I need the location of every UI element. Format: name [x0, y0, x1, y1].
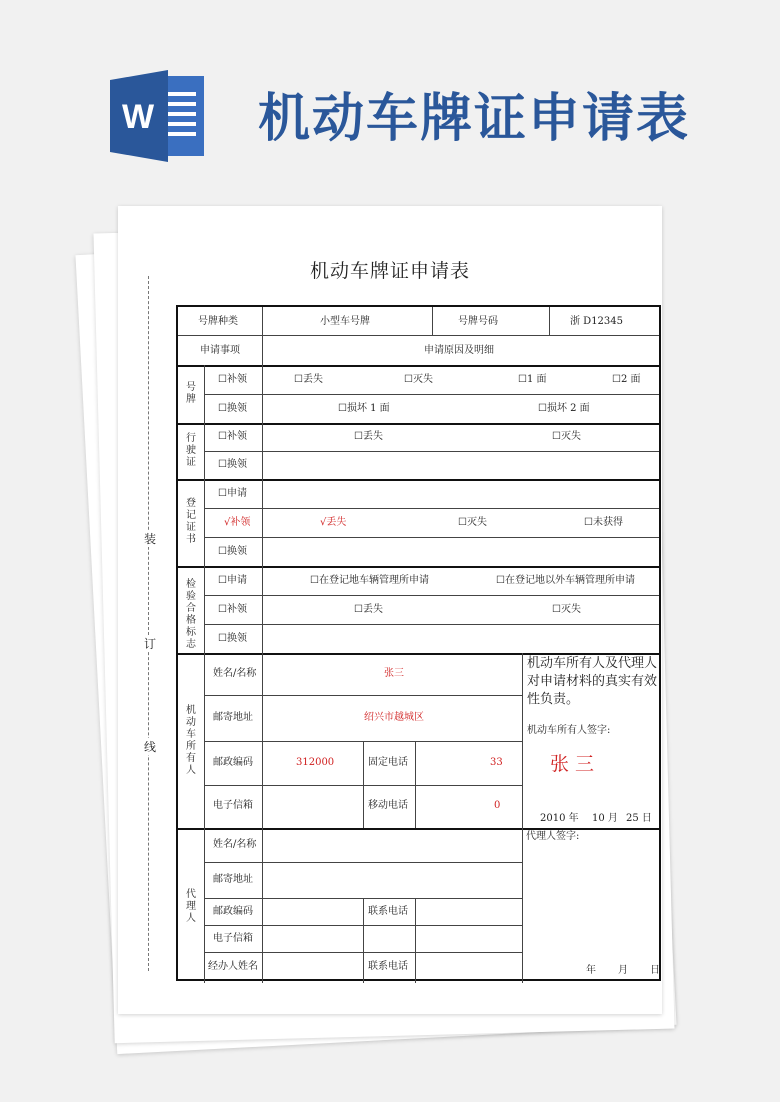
inspection-reissue-checkbox[interactable]: ☐补领	[218, 604, 247, 615]
col-line	[522, 653, 523, 983]
col-line	[415, 741, 416, 828]
row-line	[204, 537, 659, 538]
owner-date-year: 2010 年	[540, 813, 579, 824]
owner-address-label: 邮寄地址	[213, 712, 253, 723]
logo-letter: W	[121, 98, 155, 136]
row-line	[178, 566, 659, 568]
section-inspection-title: 检验合格标志	[186, 579, 196, 650]
row-line	[204, 624, 659, 625]
section-registration-title: 登记证书	[186, 498, 196, 545]
registration-apply-checkbox[interactable]: ☐申请	[218, 488, 247, 499]
section-plate-title: 号牌	[186, 382, 196, 405]
owner-postcode-value[interactable]: 312000	[296, 757, 335, 768]
registration-lost-checkbox[interactable]: √丢失	[320, 517, 347, 528]
registration-reissue-checkbox[interactable]: √补领	[224, 517, 251, 528]
col-line	[363, 898, 364, 983]
row-line	[178, 479, 659, 481]
binding-char-2: 订	[143, 637, 156, 651]
license-destroyed-checkbox[interactable]: ☐灭失	[552, 431, 581, 442]
row-line	[178, 423, 659, 425]
plate-damaged-two-checkbox[interactable]: ☐损坏 2 面	[538, 403, 590, 414]
owner-sign-label: 机动车所有人签字:	[527, 725, 611, 736]
binding-char-3: 线	[143, 740, 156, 754]
registration-replace-checkbox[interactable]: ☐换领	[218, 546, 247, 557]
registration-destroyed-checkbox[interactable]: ☐灭失	[458, 517, 487, 528]
plate-lost-checkbox[interactable]: ☐丢失	[294, 374, 323, 385]
owner-mobile-value[interactable]: 0	[494, 800, 501, 811]
section-agent-title: 代理人	[186, 889, 196, 924]
owner-landline-label: 固定电话	[368, 757, 408, 768]
row-line	[204, 394, 659, 395]
plate-number-label: 号牌号码	[458, 316, 498, 327]
binding-char-1: 装	[143, 532, 156, 546]
plate-damaged-one-checkbox[interactable]: ☐损坏 1 面	[338, 403, 390, 414]
license-lost-checkbox[interactable]: ☐丢失	[354, 431, 383, 442]
agent-address-label: 邮寄地址	[213, 874, 253, 885]
agent-date-day: 日	[650, 965, 660, 976]
license-replace-checkbox[interactable]: ☐换领	[218, 459, 247, 470]
agent-date-year: 年	[586, 965, 596, 976]
owner-email-label: 电子信箱	[213, 800, 253, 811]
row-line	[204, 595, 659, 596]
plate-type-value: 小型车号牌	[320, 316, 370, 327]
row-line	[178, 365, 659, 367]
apply-item-label: 申请事项	[200, 345, 240, 356]
owner-landline-value[interactable]: 33	[490, 757, 503, 768]
section-license-title: 行驶证	[186, 433, 196, 468]
inspection-apply-checkbox[interactable]: ☐申请	[218, 575, 247, 586]
plate-type-label: 号牌种类	[198, 316, 238, 327]
col-line	[363, 741, 364, 828]
inspection-local-checkbox[interactable]: ☐在登记地车辆管理所申请	[310, 575, 429, 586]
col-line	[262, 365, 263, 653]
owner-address-value[interactable]: 绍兴市越城区	[364, 712, 424, 723]
banner-title: 机动车牌证申请表	[258, 89, 691, 149]
apply-reason-label: 申请原因及明细	[424, 345, 494, 356]
col-line	[262, 307, 263, 365]
owner-postcode-label: 邮政编码	[213, 757, 253, 768]
col-line	[204, 365, 205, 983]
inspection-remote-checkbox[interactable]: ☐在登记地以外车辆管理所申请	[496, 575, 635, 586]
plate-two-checkbox[interactable]: ☐2 面	[612, 374, 641, 385]
agent-phone-label: 联系电话	[368, 906, 408, 917]
application-form	[176, 305, 661, 981]
word-logo-icon	[110, 70, 207, 162]
plate-one-checkbox[interactable]: ☐1 面	[518, 374, 547, 385]
owner-name-value[interactable]: 张三	[384, 668, 404, 679]
inspection-replace-checkbox[interactable]: ☐换领	[218, 633, 247, 644]
agent-postcode-label: 邮政编码	[213, 906, 253, 917]
agent-date-month: 月	[618, 965, 628, 976]
section-owner-title: 机动车所有人	[186, 705, 196, 776]
owner-declaration: 机动车所有人及代理人对申请材料的真实有效性负责。	[527, 656, 658, 707]
owner-name-label: 姓名/名称	[213, 668, 257, 679]
col-line	[415, 898, 416, 983]
inspection-lost-checkbox[interactable]: ☐丢失	[354, 604, 383, 615]
plate-replace-checkbox[interactable]: ☐换领	[218, 403, 247, 414]
agent-sign-label: 代理人签字:	[526, 831, 580, 842]
plate-reissue-checkbox[interactable]: ☐补领	[218, 374, 247, 385]
row-line	[178, 335, 659, 336]
binding-line	[148, 276, 149, 971]
col-line	[432, 307, 433, 335]
owner-mobile-label: 移动电话	[368, 800, 408, 811]
owner-date-month: 10 月	[592, 813, 618, 824]
agent-email-label: 电子信箱	[213, 933, 253, 944]
row-line	[204, 695, 522, 696]
row-line	[178, 828, 659, 830]
plate-number-value: 浙 D12345	[570, 316, 624, 327]
row-line	[204, 508, 659, 509]
document-title: 机动车牌证申请表	[309, 260, 470, 282]
agent-phone2-label: 联系电话	[368, 961, 408, 972]
owner-signature: 张三	[550, 753, 601, 775]
owner-date-day: 25 日	[626, 813, 652, 824]
row-line	[204, 862, 522, 863]
inspection-destroyed-checkbox[interactable]: ☐灭失	[552, 604, 581, 615]
row-line	[204, 451, 659, 452]
registration-not-obtained-checkbox[interactable]: ☐未获得	[584, 517, 623, 528]
license-reissue-checkbox[interactable]: ☐补领	[218, 431, 247, 442]
agent-name-label: 姓名/名称	[213, 839, 257, 850]
agent-handler-label: 经办人姓名	[208, 961, 258, 972]
plate-destroyed-checkbox[interactable]: ☐灭失	[404, 374, 433, 385]
col-line	[549, 307, 550, 335]
col-line	[262, 653, 263, 983]
